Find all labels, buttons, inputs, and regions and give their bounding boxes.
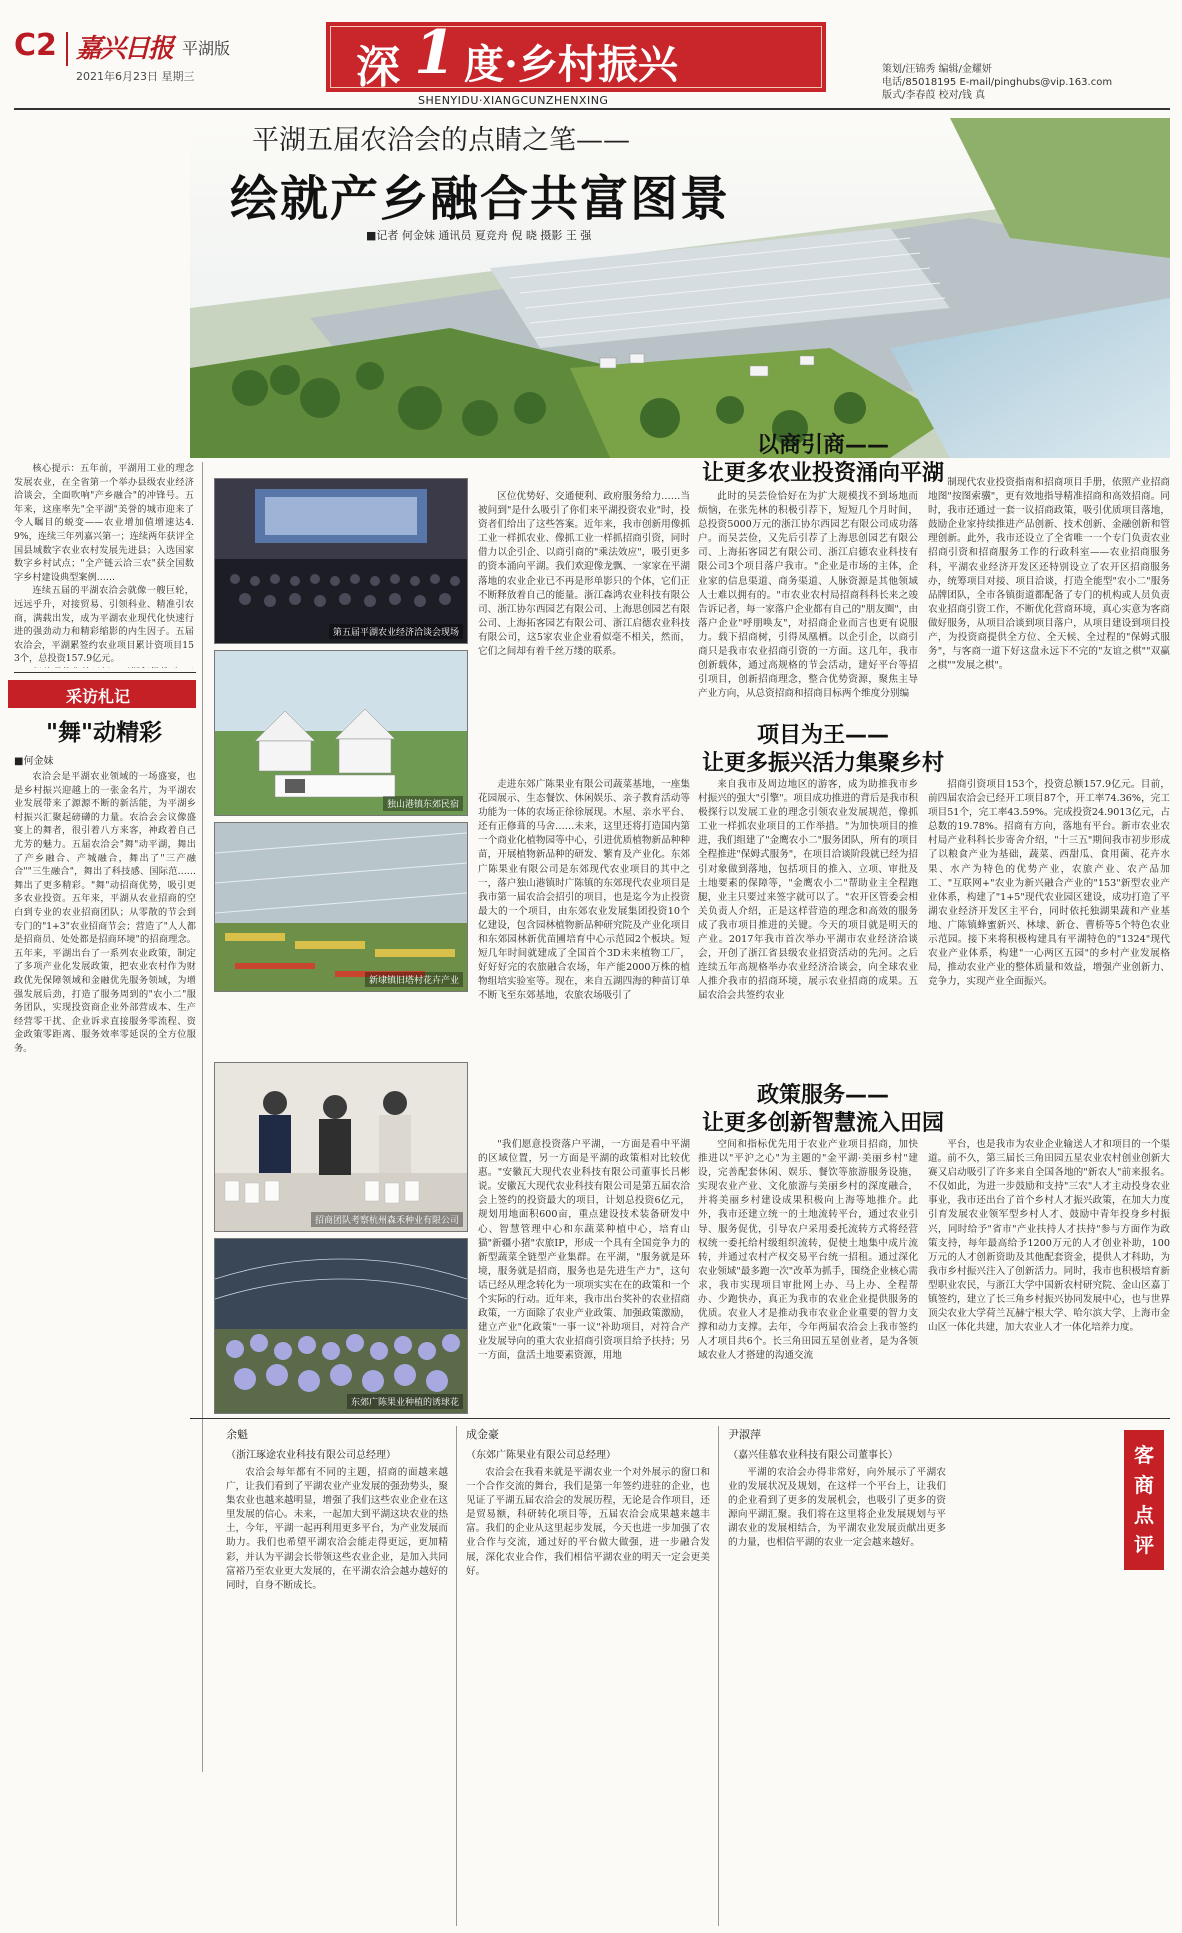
masthead-divider [66,32,68,66]
commenter-1-text: 农洽会每年都有不同的主题，招商的面越来越广，让我们看到了平湖农业产业发展的强劲势头，聚集农业也越来越明显，增强了我们这些农业企业在这里发展的信心。未来，一起加大到平湖这块农业的热土，今年，平湖一起再利用更多平台，为产业发展而助力。我们也希望平湖农洽会能走得更远，更加精彩，并认为平湖会长带领这些农业企业，是加入共同富裕乃至农业更大发展的，在平湖农洽会越办越好的同时，自身不断成长。 [226,1467,448,1591]
lead-summary-p3 [14,666,194,668]
investment-team-image [215,1063,467,1231]
column-title-suffix: 度·乡村振兴 [464,41,678,88]
section3-col1: "我们愿意投资落户平湖，一方面是看中平湖的区域位置，另一方面是平湖的政策相对比较优惠。"安徽瓦大现代农业科技有限公司董事长吕彬说。安徽瓦大现代农业科技有限公司是第五届农洽会上签约的投资最大的项目，计划总投资6亿元，规划用地面积600亩，重点建设技术装备研发中心、智慧管理中心和东蔬菜种植中心，培育山猫"新疆小猪"农旅IP，形成一个具有全国竞争力的新型蔬菜全链型产业集群。在平湖，"服务就是环境，服务就是招商，服务也是先进生产力"，这句话已经从理念转化为一项项实实在在的政策和一个个实际的行动。近年来，我市出台奖补的农业招商政策，一方面除了农业产业政策、加强政策激励，建立产业"化政策"一事一议"补助项目，对符合产业发展导向的重大农业招商引资项目给予扶持；另一方面，盘活土地要素资源，用地 [478,1139,690,1362]
flower-greenhouse-image [215,823,467,991]
paper-logo: 嘉兴日报 [76,34,173,64]
section1-col2: 此时的吴芸俭恰好在为扩大规模找不到场地而烦恼，在张先林的积极引荐下，短短几个月时间，总投资5000万元的浙江协尔西园艺有限公司成功落户。而吴芸俭，又先后引荐了上海思创园艺有限公司、上海拓客园艺有限公司、浙江启德农业科技有限公司3个项目落户我市。"企业是市场的主体，企业家的信息渠道、商务渠道、人脉资源是其他领域人士难以拥有的。"市农业农村局招商科科长来之竣告诉记者，每一家落户企业都有自己的"朋友圈"，由落户企业"呼朋唤友"，对招商企业而言也更有说服力。载下招商树，引得凤凰栖。以企引企，以商引商只是我市农业招商引资的一方面。这几年，我市创新载体，通过高规格的节会活动，建好平台等招引项目，创新招商理念，整合优势资源，聚焦主导产业方向，从总资招商和招商目标两个维度分别编 [698,491,918,700]
sidebar-author: ■何金妹 [14,756,54,767]
photo-hydrangea [214,1238,468,1414]
photo-conference-hall [214,478,468,644]
conference-hall-image [215,479,467,643]
column-title-number: 1 [414,18,456,88]
photo-investment-team [214,1062,468,1232]
homestay-image [215,651,467,815]
sidebar-label: 采访札记 [66,687,131,706]
photo-homestay-caption: 独山港镇东郊民宿 [383,796,463,811]
headline-title: 绘就产乡融合共富图景 [230,171,731,227]
photo-hydrangea-caption: 东郊广陈果业种植的诱球花 [347,1394,463,1409]
page-number: C2 [14,28,57,63]
lead-summary-p1: 核心提示：五年前，平湖用工业的理念发展农业，在全省第一个举办县级农业经济洽谈会，全面吹响"产乡融合"的冲锋号。五年来，这座率先"全平湖"美誉的城市迎来了令人瞩目的蜕变——农业增加值增速达4.9%，连续三年列嘉兴第一；连续两年获评全国县域数字农业农村发展先进县；入选国家数字乡村试点；"全产链云洽三农"获全国数字乡村建设典型案例…… [14,463,194,583]
commenter-3-text: 平湖的农洽会办得非常好，向外展示了平湖农业的发展状况及规划，在这样一个平台上，让我们的企业看到了更多的发展机会，也吸引了更多的资源向平湖汇聚。我们将在这里将企业发展规划与平湖农业的发展相结合，为平湖农业发展贡献出更多的力量，也相信平湖的农业一定会越来越好。 [728,1467,946,1549]
section3-col2: 空间和指标优先用于农业产业项目招商，加快推进以"平沪之心"为主题的"金平湖·美丽乡村"建设，完善配套休闲、娱乐、餐饮等旅游服务设施，实现农业产业、文化旅游与美丽乡村的深度融合，并将美丽乡村建设成果积极向上海等地推介。此外，我市还建立统一的土地流转平台，通过农业引导、服务促优，引导农户采用委托流转方式将经营权统一委托给村级组织流转，促使土地集中成片流转，并通过农村产权交易平台统一招租。通过深化农业领域"最多跑一次"改革为抓手，围绕企业核心需求，我市实现项目审批网上办、马上办、全程帮办、少跑快办，真正为我市的农业企业提供服务的优质。农业人才是推动我市农业企业重要的智力支撑和动力支撑。去年，今年两届农洽会上我市签约人才项目共6个。长三角田园五星创业者，是为各领域农业人才搭建的沟通交流 [698,1139,918,1362]
photo-homestay [214,650,468,816]
editor-credits-2: 电话/85018195 E-mail/pinghubs@vip.163.com [882,77,1113,88]
commenter-2-name: 成金豪 [466,1428,499,1441]
editor-credits-3: 版式/李春葭 校对/钱 真 [882,90,986,101]
issue-date: 2021年6月23日 星期三 [76,70,195,83]
photo-flower-caption: 新埭镇旧塔村花卉产业 [365,972,463,987]
comment-divider-2 [718,1426,719,1926]
guest-comments-label [1124,1430,1164,1570]
photo-team-caption: 招商团队考察杭州森禾种业有限公司 [311,1212,463,1227]
headline-byline: ■记者 何金妹 通讯员 夏竞舟 倪 晓 摄影 王 强 [366,229,592,242]
section2-title-line1: 项目为王—— [756,723,889,748]
sidebar-label-bar [8,680,196,708]
masthead-rule [14,108,1170,110]
sidebar-paragraph: 农洽会是平湖农业领域的一场盛宴，也是乡村振兴迎越上的一张金名片，为平湖农业发展带来了源源不断的新活能，为平湖乡村振兴汇聚起磅礴的力量。农洽会会议像盛宴上的舞者，很引着八方来客，神政着自己尤芳的魅力。五届农洽会"舞"动平湖，舞出了产乡融合、产城融合，舞出了"三产融合""三生融合"，舞出了科技感、国际范……舞出了更多精彩。"舞"动招商优势，吸引更多农业投资。五年来，平湖从农业招商的空白到专业的农业招商团队；从零散的节会到专门的"1+3"农业招商节会；营造了"人人都是招商员、处处都是招商环境"的招商理念。五年来，平湖出台了一系列农业政策，制定了多项产业化发展政策，把农业农村作为财政优先保障领域和金融优先服务领域，为增强发展后劲，打造了服务周到的"农小二"服务团队，实现投资商企业外部营成本、生产经营零干扰、企业诉求直接服务零流程、资金政策零距离、服务效率零延误的全方位服务。 [14,771,196,1054]
commenter-2-text: 农洽会在我看来就是平湖农业一个对外展示的窗口和一个合作交流的舞台，我们是第一年签约进驻的企业，也见证了平湖五届农洽会的发展历程，无论是合作项目，还是贸易额，科研转化项目等，五届农洽会成果越来越丰富。我们的企业从这里起步发展，今天也进一步加强了农业合作与交流，通过好的平台做大做强，进一步融合发展，深化农业合作，我们相信平湖农业的明天一定会更美好。 [466,1467,710,1577]
section1-col3: 制现代农业投资指南和招商项目手册，依照产业招商地图"按图索骥"，更有效地指导精准招商和高效招商。同时，我市还通过一套一议招商政策，吸引优质项目落地，鼓励企业家持续推进产品创新、技术创新、金融创新和管理创新。此外，我市还设立了全省唯一一个专门负责农业招商引资和招商服务工作的行政科室——农业招商服务科，平湖农业经济开发区还特别设立了农开区招商服务办，统筹项目对接、项目洽谈，打造全能型"农小二"服务品牌团队，全市各镇街道都配备了专门的机构或人员负责农业招商引资工作，不断优化营商环境，真心实意为客商做好服务，从项目洽谈到项目落户，从项目建设到项目投产，为投资商提供全方位、全天候、全过程的"保姆式服务"，与客商一道下好这盘永远下不完的"友谊之棋""双赢之棋""发展之棋"。 [928,477,1170,672]
photo-conference-caption: 第五届平湖农业经济洽谈会现场 [329,624,463,639]
column-pinyin: SHENYIDU·XIANGCUNZHENXING [418,94,609,107]
headline-kicker: 平湖五届农洽会的点睛之笔—— [252,125,630,156]
lead-summary [14,462,194,668]
masthead [0,0,1182,108]
edition-label: 平湖版 [182,39,231,58]
commenter-1-title: （浙江琢途农业科技有限公司总经理） [226,1450,396,1461]
sidebar-title: "舞"动精彩 [46,720,162,746]
section3-col3: 平台，也是我市为农业企业输送人才和项目的一个渠道。前不久，第三届长三角田园五星农业农村创业创新大赛又启动吸引了许多来自全国各地的"新农人"前来报名。不仅如此，为进一步鼓励和支持"三农"人才主动投身农业事业，我市还出台了首个乡村人才振兴政策，在加大力度引育发展农业领军型乡村人才、鼓励中青年投身乡村振兴，同时给予"省市"产业扶持人才扶持"参与方面作为政策支持，每年最高给予1200万元的人才创业补助，100万元的人才创新资助及其他配套资金，提供人才科助，为我市乡村振兴注入了创新活力。同时，我市也积极培育新型职业农民，与浙江大学中国新农村研究院、金山区嘉丁镇签约，建立了长三角乡村振兴协同发展中心，也与世界顶尖农业大学荷兰瓦赫宁根大学、哈尔滨大学、上海市金山区一体化共建，加大农业人才一体化培养力度。 [928,1139,1170,1334]
comment-divider-1 [456,1426,457,1926]
photo-flower-industry [214,822,468,992]
section1-col1: 区位优势好、交通便利、政府服务给力……当被问到"是什么吸引了你们来平湖投资农业"时，投资者们给出了这些答案。近年来，我市创新用像抓工业一样抓农业、像抓工业一样抓招商引资，同时借力以企引企、以商引商的"乘法效应"，吸引更多的资本涌向平湖。我们欢迎像龙飘、一家家在平湖落地的农业企业已不再是形单影只的个体，它们正不断释放着自己的能量。浙江森鸿农业科技有限公司、浙江协尔西园艺有限公司、上海思创园艺有限公司、上海拓客园艺有限公司、浙江启德农业科技有限公司，这5家农业企业看似毫不相关，然而，它们之间却有着千丝万缕的联系。 [478,491,690,658]
section1-title-line2: 让更多农业投资涌向平湖 [701,461,944,486]
section1-title-line1: 以商引商—— [756,433,889,458]
section2-col2: 来自我市及周边地区的游客，成为助推我市乡村振兴的强大"引擎"。项目成功推进的背后是我市积极探行以发展工业的理念引领农业发展规范，像抓工业一样抓农业项目的工作举措。"为加快项目的推进，我们组建了"金鹰农小二"服务团队，所有的项目全程推进"保姆式服务"，在项目洽谈阶段就已经为招引对象做到落地，包括项目的推入、立项、审批及土地要素的保障等，"金鹰农小二"帮助业主全程跑腿，业主只要过来签字就可以了。"农开区管委会相关负责人介绍，正是这样营造的理念和高效的服务成了我市项目推进的关键。今天的项目就是明天的产业。2017年我市首次举办平湖市农业经济洽谈会，开创了浙江省县级农业招资活动的先河。之后连续五年高规格举办农业经济洽谈会，向全球农业人推介我市的招商环境，展示农业招商的成果。五届农洽会共签约农业 [698,779,918,1002]
section3-title-line2: 让更多创新智慧流入田园 [701,1111,944,1136]
sidebar-text [14,770,196,1770]
section2-col3: 招商引资项目153个，投资总额157.9亿元。目前，前四届农洽会已经开工项目87个，开工率74.36%，完工项目51个，完工率43.59%。完成投资24.9013亿元，占总数的19.78%。招商有方向，落地有平台。新市农业农村局产业科科长步寄舍介绍，"十三五"期间我市初步形成了以粮食产业为基础，蔬菜、西甜瓜、食用菌、花卉水果、水产为特色的优势产业，农旅产业、农产品加工、"互联网+"农业为新兴融合产业的"153"新型农业产业体系，构建了"1+5"现代农业园区建设，成功打造了平湖农业经济开发区主平台，同时依托独湖果蔬和产业基地、广陈镇蜂蜜新兴、林埭、新仓、曹桥等5个特色农业示范园。接下来将积极构建具有平湖特色的"1324"现代农业产业体系，构建"一心两区五园"的乡村产业发展格局，推动农业产业的整体质量和效益，增强产业创新力、竞争力，实现产业全面振兴。 [928,779,1170,988]
guest-comments-label-text: 客商点评 [1134,1443,1154,1557]
commenter-3-title: （嘉兴佳慕农业科技有限公司董事长） [728,1450,898,1461]
commenter-1-name: 余魁 [226,1428,248,1441]
section2-col1: 走进东郊广陈果业有限公司蔬菜基地，一座集花园展示、生态餐饮、休闲娱乐、亲子教育活动等功能为一体的农场正徐徐展现。木屋、亲水平台、还有正修葺的马舍……未来，这里还将打造国内第一个商业化植物园等中心，引进优质植物新品种种苗，开展植物新品种的研发、繁育及产业化。东郊广陈果业有限公司是东郊现代农业项目的其中之一，落户独山港镇时广陈镇的东郊现代农业项目是我市第一届农洽会招引的项目，也是迄今为止投资最大的一个项目，由东郊农业发展集团投资10个亿建设，包含园林植物新品种研究院及产业化项目和东郊园林新优苗圃培育中心示范园2个板块。短短几年时间就建成了全国首个3D未来植物工厂，好好好完的农旅融合农场，年产能2000万株的植物组培实验室等。现在，来自五湖四海的种苗订单不断飞至东郊基地，农旅农场吸引了 [478,779,690,1002]
lead-summary-p2: 连续五届的平湖农洽会就像一艘巨轮，远远乎升，对接贸易、引领科业、精准引农商，满载出发，成为平湖农业现代化快速行进的强劲动力和精彩缩影的内生因子。五届农洽会，平湖累签约农业项目累计资项目153个，总投资157.9亿元。 [14,585,194,665]
column-title-prefix: 深 [356,42,400,93]
commenter-3-name: 尹淑萍 [728,1428,761,1441]
section3-title-line1: 政策服务—— [756,1083,889,1108]
commenter-2-title: （东郊广陈果业有限公司总经理） [466,1450,616,1461]
lead-summary-rule [14,672,196,673]
hydrangea-greenhouse-image [215,1239,467,1413]
column-banner [326,18,826,93]
section2-title-line2: 让更多振兴活力集聚乡村 [701,751,944,776]
editor-credits-1: 策划/汪锦秀 编辑/金耀妍 [882,64,992,75]
